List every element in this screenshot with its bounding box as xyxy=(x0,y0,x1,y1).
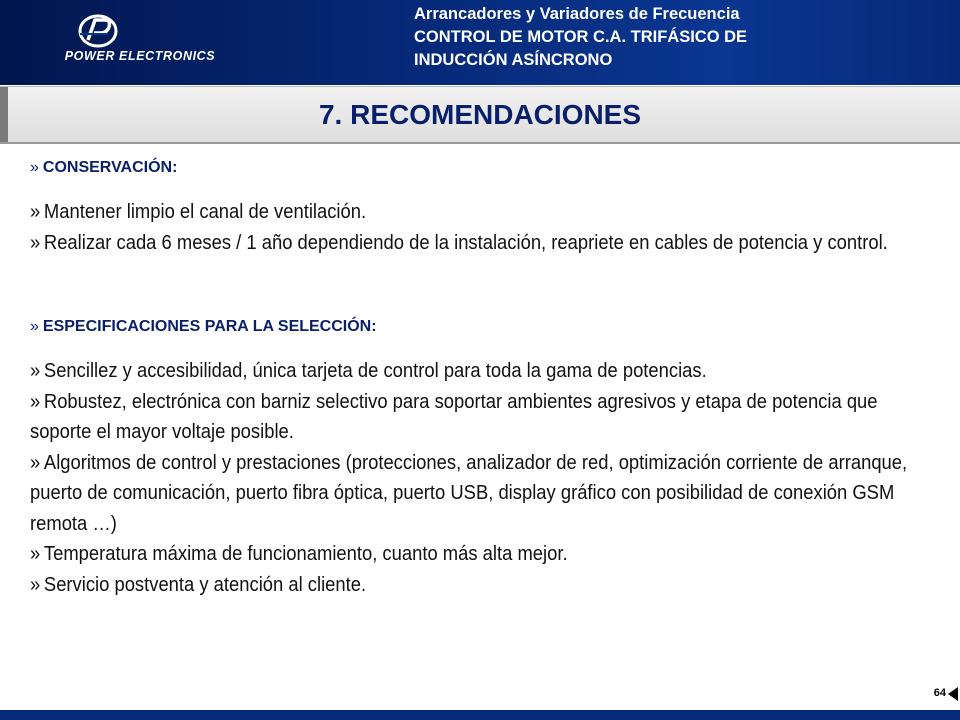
bullet-glyph: » xyxy=(30,451,41,474)
list-item xyxy=(30,387,932,448)
bullet-glyph: » xyxy=(30,573,41,596)
bullet-glyph: » xyxy=(30,543,41,565)
section-heading-especificaciones xyxy=(30,314,930,340)
page-number: 64 xyxy=(933,687,946,699)
list-item-text: Servicio postventa y atención al cliente. xyxy=(43,573,367,596)
footer-bar xyxy=(0,710,960,720)
presentation-title-line: Arrancadores y Variadores de Frecuencia xyxy=(414,5,740,23)
power-electronics-logo-icon xyxy=(78,14,118,48)
presentation-title-line: CONTROL DE MOTOR C.A. TRIFÁSICO DE xyxy=(414,28,748,46)
list-item-text: Sencillez y accesibilidad, única tarjeta de control para toda la gama de potencias. xyxy=(43,360,707,382)
bullet-glyph: » xyxy=(30,360,41,382)
spacer xyxy=(30,258,930,314)
slide-title-bar xyxy=(0,86,960,144)
list-item-text: Temperatura máxima de funcionamiento, cuanto más alta mejor. xyxy=(43,543,568,565)
section-heading-text: CONSERVACIÓN: xyxy=(42,159,178,176)
list-item-text: Realizar cada 6 meses / 1 año dependiendo de la instalación, reapriete en cables de potencia y control. xyxy=(43,231,888,254)
bullet-glyph: » xyxy=(30,159,39,176)
spacer xyxy=(30,181,930,197)
bullet-glyph: » xyxy=(30,390,41,413)
presentation-title xyxy=(414,3,934,72)
header-banner xyxy=(0,0,960,85)
bullet-glyph: » xyxy=(30,201,41,223)
section-heading-conservacion xyxy=(30,155,930,181)
list-item-text: Robustez, electrónica con barniz selectivo para soportar ambientes agresivos y etapa de potencia que soporte el mayor voltaje posible. xyxy=(30,390,878,443)
list-item xyxy=(30,448,932,540)
bullet-glyph: » xyxy=(30,231,41,254)
presentation-title-line: INDUCCIÓN ASÍNCRONO xyxy=(414,51,613,69)
slide-content xyxy=(30,155,930,600)
list-item-text: Algoritmos de control y prestaciones (protecciones, analizador de red, optimización corriente de arranque, puerto de comunicación, puerto fibra óptica, puerto USB, display gráfico con posibilidad de conexión GSM remota …) xyxy=(30,451,908,535)
logo-text: POWER ELECTRONICS xyxy=(64,49,216,63)
back-arrow-icon[interactable] xyxy=(948,687,958,701)
list-item xyxy=(30,197,932,228)
list-item xyxy=(30,539,932,570)
company-logo xyxy=(40,8,240,78)
spacer xyxy=(30,340,930,356)
list-item xyxy=(30,356,932,387)
list-item-text: Mantener limpio el canal de ventilación. xyxy=(43,201,367,223)
bullet-glyph: » xyxy=(30,318,39,335)
section-heading-text: ESPECIFICACIONES PARA LA SELECCIÓN: xyxy=(42,318,377,335)
list-item xyxy=(30,570,932,601)
list-item xyxy=(30,228,932,259)
slide-title: 7. RECOMENDACIONES xyxy=(318,99,642,130)
